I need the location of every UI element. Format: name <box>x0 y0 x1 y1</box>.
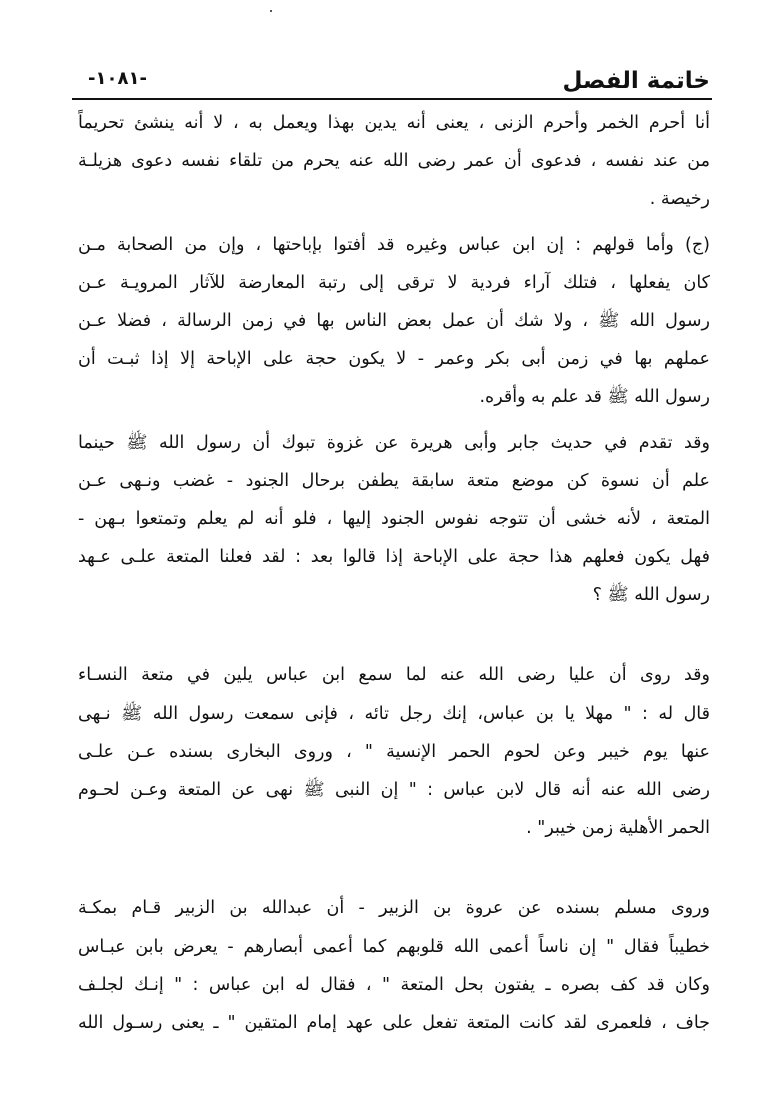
text-line: رخيصة . <box>649 189 710 210</box>
text-line: وكان قد كف بصره ـ يفتون بحل المتعة " ، فقال له ابن عباس : " إنـك لجلـف <box>78 974 710 995</box>
text-line: فهل يكون فعلهم هذا حجة على الإباحة إذا قالوا بعد : لقد فعلنا المتعة علـى عـهد <box>78 547 710 568</box>
text-line: رضى الله عنه أنه قال لابن عباس : " إن النبى ﷺ نهى عن المتعة وعـن لحـوم <box>78 780 710 800</box>
body-text <box>78 104 710 1042</box>
paragraph <box>78 226 710 417</box>
text-line: عنها يوم خيبر وعن لحوم الحمر الإنسية " ، وروى البخارى بسنده عـن علـى <box>78 741 710 762</box>
page-number: -١٠٨١- <box>88 68 147 89</box>
text-line: رسول الله ﷺ قد علم به وأقره. <box>479 387 710 408</box>
chapter-title: خاتمة الفصل <box>562 68 710 94</box>
header-divider <box>72 98 712 100</box>
scan-speck <box>270 10 272 12</box>
text-line: أنا أحرم الخمر وأحرم الزنى ، يعنى أنه يدين بهذا ويعمل به ، لا أنه ينشئ تحريماً <box>78 113 710 133</box>
text-line: وروى مسلم بسنده عن عروة بن الزبير - أن عبدالله بن الزبير قـام بمكـة <box>78 898 710 919</box>
text-line: الحمر الأهلية زمن خيبر" . <box>526 818 710 839</box>
paragraph <box>78 656 710 847</box>
paragraph-gap <box>78 614 710 656</box>
paragraph-gap <box>78 219 710 226</box>
paragraph <box>78 424 710 615</box>
text-line: (ج) وأما قولهم : إن ابن عباس وغيره قد أفتوا بإباحتها ، وإن من الصحابة مـن <box>78 234 710 255</box>
text-line: قال له : " مهلا يا بن عباس، إنك رجل تائه ، فإنى سمعت رسول الله ﷺ نـهى <box>78 703 710 724</box>
text-line: كان يفعلها ، فتلك آراء فردية لا ترقى إلى رتبة المعارضة للآثار المرويـة عـن <box>78 272 710 293</box>
text-line: رسول الله ﷺ ؟ <box>592 585 710 606</box>
text-line: عملهم بها في زمن أبى بكر وعمر - لا يكون حجة على الإباحة إلا إذا ثبـت أن <box>78 349 710 370</box>
text-line: المتعة ، لأنه خشى أن تتوجه نفوس الجنود إليها ، فلو أنه لم يعلم وتمتعوا بـهن - <box>78 508 710 529</box>
paragraph-gap <box>78 417 710 424</box>
text-line: رسول الله ﷺ ، ولا شك أن عمل بعض الناس بها في زمن الرسالة ، فضلا عـن <box>78 310 710 331</box>
text-line: علم أن نسوة كن موضع متعة سابقة يطفن برحال الجنود - غضب ونـهى عـن <box>78 470 710 491</box>
paragraph <box>78 104 710 219</box>
paragraph <box>78 889 710 1042</box>
text-line: جاف ، فلعمرى لقد كانت المتعة تفعل على عهد إمام المتقين " ـ يعنى رسـول الله <box>78 1012 710 1033</box>
text-line: وقد تقدم في حديث جابر وأبى هريرة عن غزوة تبوك أن رسول الله ﷺ حينما <box>78 432 710 453</box>
paragraph-gap <box>78 847 710 889</box>
text-line: خطيباً فقال " إن ناساً أعمى الله قلوبهم كما أعمى أبصارهم - يعرض بابن عبـاس <box>78 936 710 957</box>
text-line: من عند نفسه ، فدعوى أن عمر رضى الله عنه يحرم من تلقاء نفسه دعوى هزيلـة <box>78 151 710 172</box>
page-header <box>78 64 710 100</box>
text-line: وقد روى أن عليا رضى الله عنه لما سمع ابن عباس يلين في متعة النسـاء <box>78 665 710 686</box>
